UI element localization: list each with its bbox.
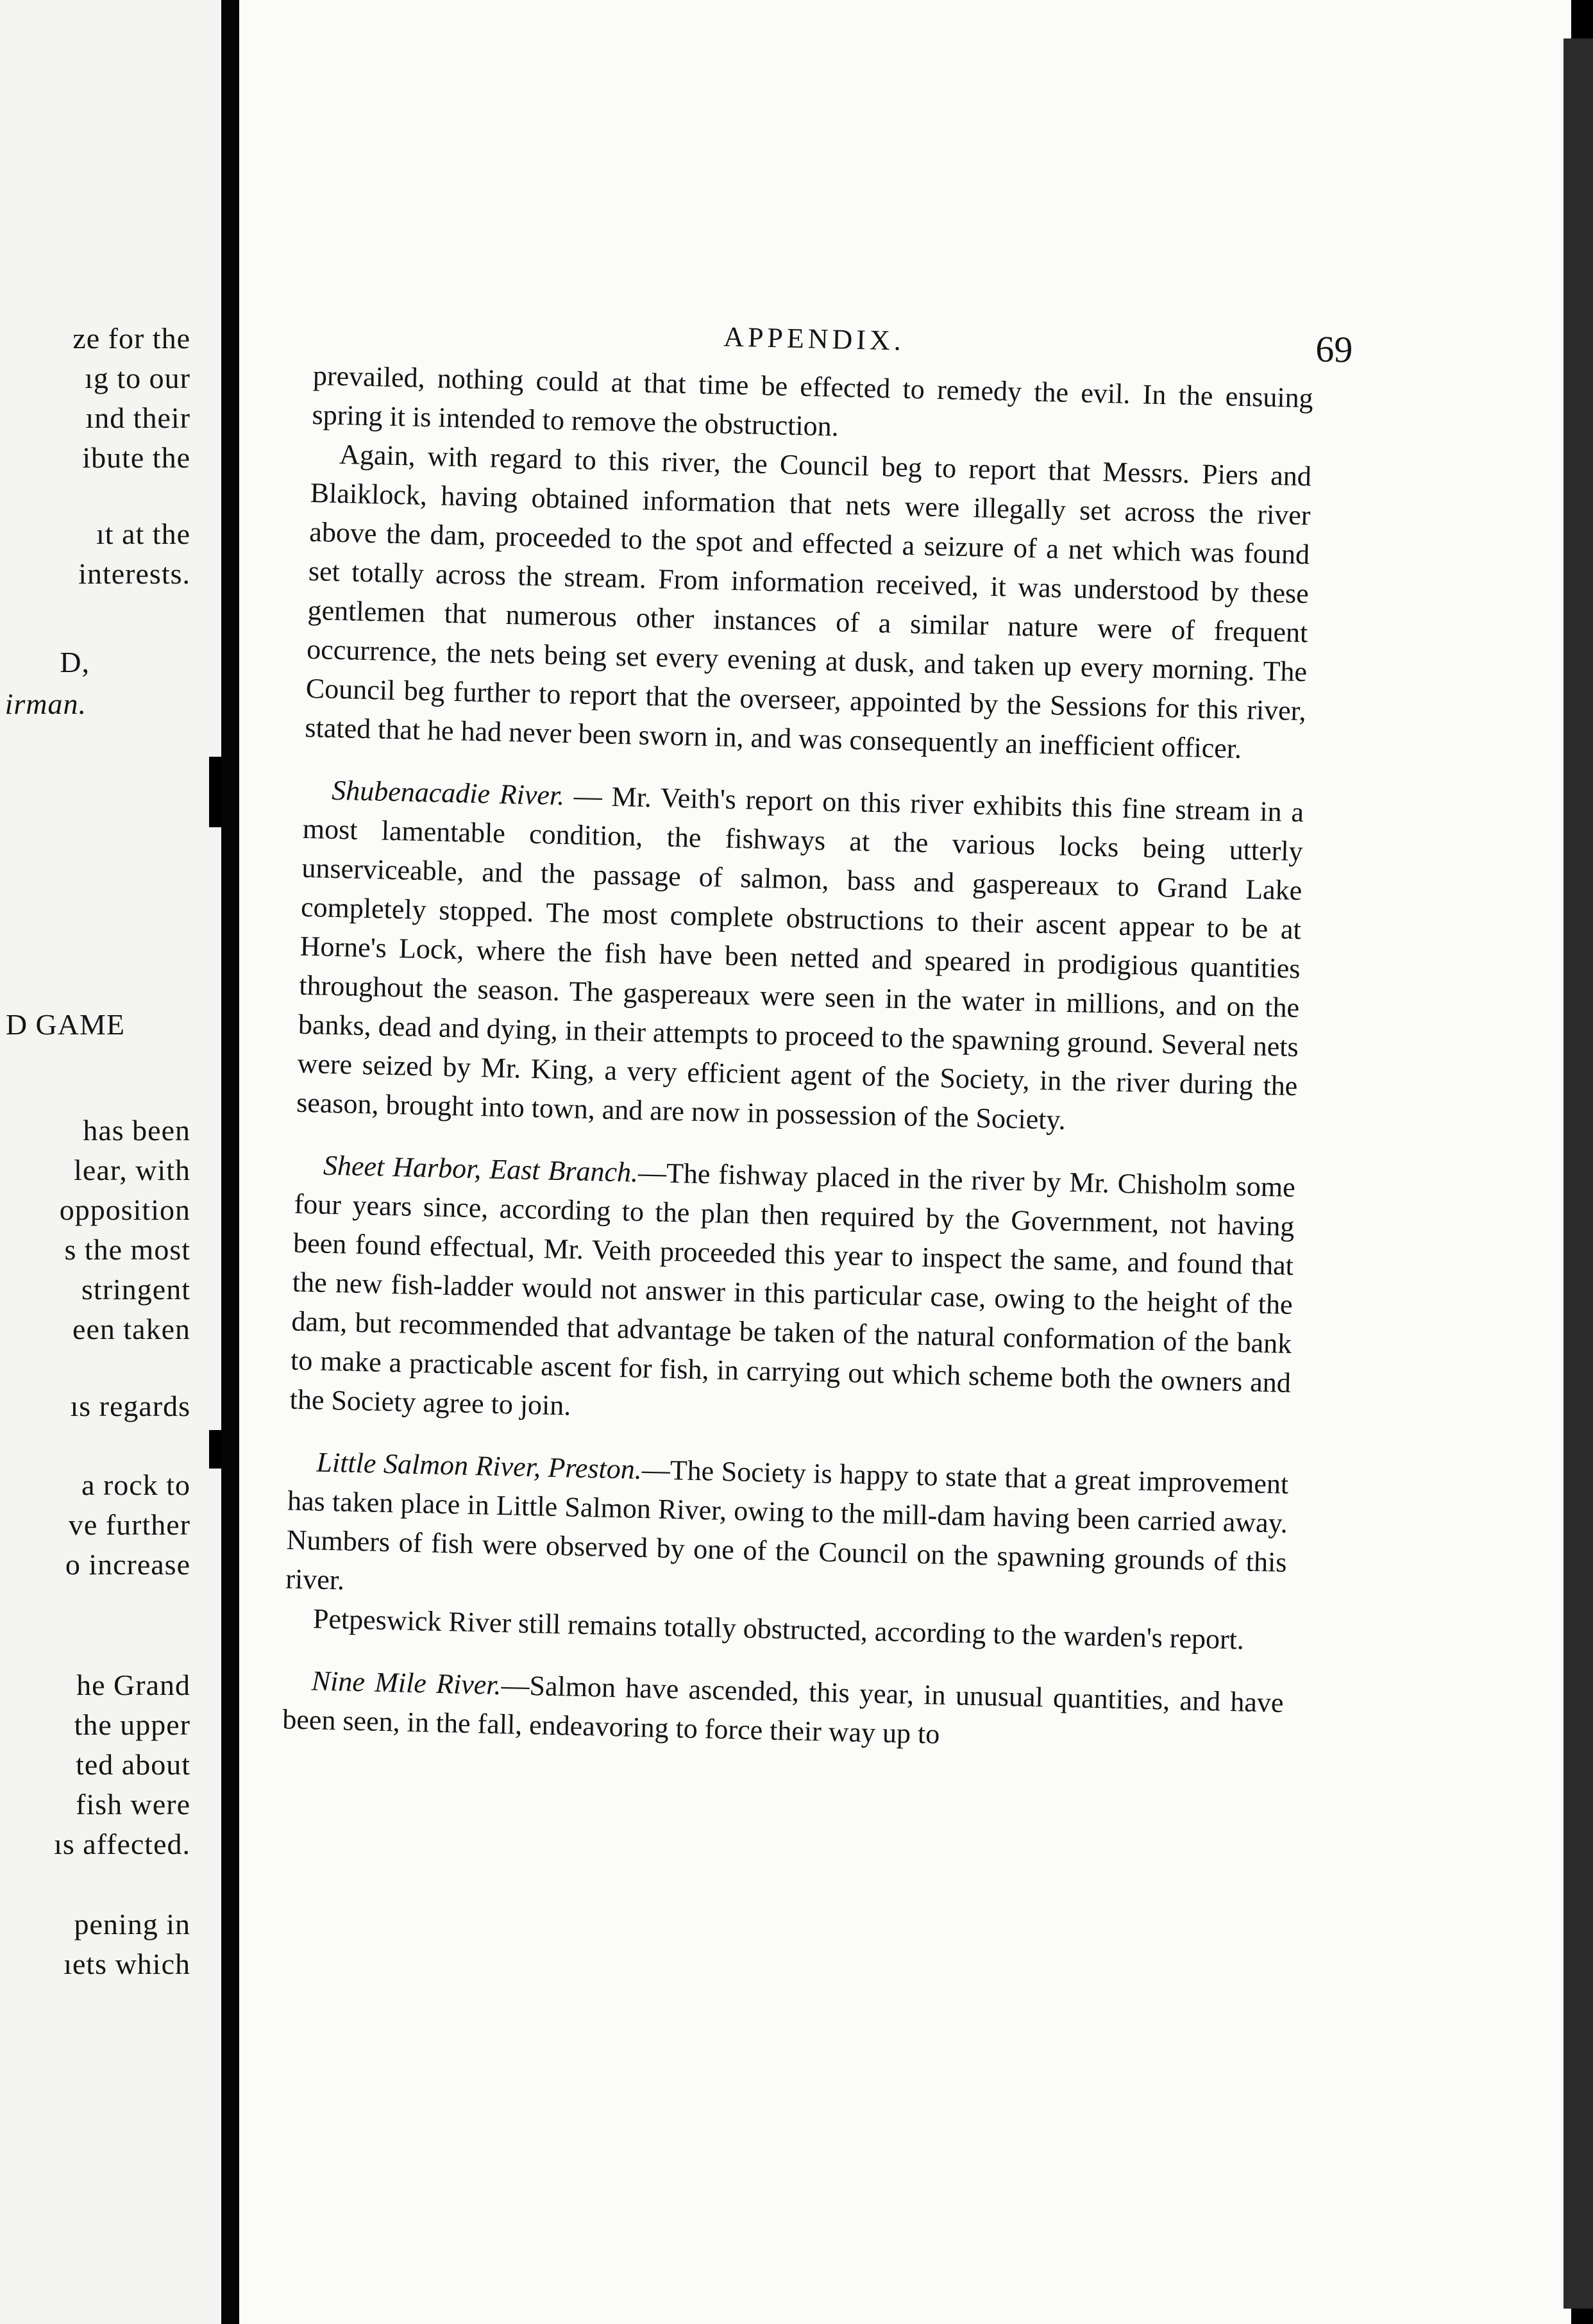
left-page-fragment: ıets which xyxy=(63,1948,190,1980)
page-text-block xyxy=(269,292,1571,2321)
left-page-fragment: the upper xyxy=(74,1708,190,1741)
page-edge-shadow xyxy=(1564,38,1593,2309)
left-page-fragment: opposition xyxy=(59,1193,190,1226)
left-page-fragment: ted about xyxy=(76,1748,190,1781)
paragraph xyxy=(296,770,1304,1145)
left-page-fragment: has been xyxy=(83,1114,190,1147)
binding-notch xyxy=(209,757,221,827)
paragraph-text: Again, with regard to this river, the Council beg to report that Messrs. Piers and Blaiklock, having obtained information that nets were illegally set across the river above the dam, proceeded to the spot and effected a seizure of a net which was found set totally across the stream. From information received, it was understood by these gentlemen that numerous other instances of a similar nature were of frequent occurrence, the nets being set every evening at dusk, and taken up every morning. The Council beg further to report that the overseer, appointed by the Sessions for this river, stated that he had never been sworn in, and was consequently an inefficient officer. xyxy=(305,438,1312,764)
page-body xyxy=(282,356,1314,1762)
paragraph xyxy=(289,1145,1295,1442)
left-page-fragment: ıg to our xyxy=(85,362,190,394)
left-page-fragment: stringent xyxy=(81,1273,190,1306)
left-page-fragment: interests. xyxy=(78,557,190,590)
left-page-fragment: ınd their xyxy=(85,401,190,434)
book-gutter xyxy=(221,0,239,2324)
left-page-fragment: ıt at the xyxy=(96,518,190,550)
paragraph-text: —Salmon have ascended, this year, in unusual quantities, and have been seen, in the fall, endeavoring to force their way up to xyxy=(282,1669,1285,1750)
previous-page-edge xyxy=(0,0,221,2324)
left-page-fragment: o increase xyxy=(65,1548,190,1581)
left-page-fragment: lear, with xyxy=(74,1154,190,1186)
left-page-fragment: he Grand xyxy=(76,1669,190,1701)
left-page-fragment: pening in xyxy=(74,1908,190,1941)
left-page-fragment: ıs regards xyxy=(70,1390,190,1422)
left-page-fragment: ze for the xyxy=(72,322,190,355)
left-page-fragment: irman. xyxy=(4,687,87,720)
section-heading: Nine Mile River. xyxy=(311,1665,502,1701)
left-page-fragment: a rock to xyxy=(81,1469,190,1501)
left-page-fragment: ıs affected. xyxy=(54,1828,190,1860)
paragraph xyxy=(285,1442,1289,1621)
binding-notch xyxy=(209,1430,221,1469)
left-page-fragment: D, xyxy=(60,646,90,678)
section-heading: Shubenacadie River. xyxy=(331,774,565,812)
book-page xyxy=(239,0,1571,2324)
left-page-fragment: ibute the xyxy=(82,441,190,474)
paragraph-text: — Mr. Veith's report on this river exhibits this fine stream in a most lamentable condition, the fishways at the various locks being utterly unserviceable, and the passage of salmon, bass and gaspereaux to Grand Lake completely stopped. The most complete obstructions to their ascent appear to be at Horne's Lock, where the fish have been netted and speared in prodigious quantities throughout the season. The gaspereaux were seen in the water in millions, and on the banks, dead and dying, in their attempts to proceed to the spawning ground. Several nets were seized by Mr. King, a very efficient agent of the Society, in the river during the season, brought into town, and are now in possession of the Society. xyxy=(296,780,1304,1136)
paragraph-text: prevailed, nothing could at that time be effected to remedy the evil. In the ensuing spring it is intended to remove the obstruction. xyxy=(312,359,1314,442)
left-page-fragment: ve further xyxy=(68,1508,190,1541)
left-page-fragment: fish were xyxy=(76,1788,190,1821)
paragraph-text: —The fishway placed in the river by Mr. Chisholm some four years since, according to the plan then required by the Government, not having been found effectual, Mr. Veith proceeded this year to inspect the same, and found that the new fish-ladder would not answer in this particular case, owing to the height of the dam, but recommended that advantage be taken of the natural conformation of the bank to make a practicable ascent for fish, in carrying out which scheme both the owners and the Society agree to join. xyxy=(289,1156,1296,1422)
running-head: APPENDIX. xyxy=(723,321,906,357)
paragraph-text: —The Society is happy to state that a great improvement has taken place in Little Salmon River, owing to the mill-dam having been carried away. Numbers of fish were observed by one of the Council on the spawning grounds of this river. xyxy=(285,1454,1289,1596)
section-heading: Little Salmon River, Preston. xyxy=(316,1446,643,1486)
left-page-fragment: een taken xyxy=(72,1313,190,1345)
paragraph xyxy=(305,434,1312,770)
page-number: 69 xyxy=(1315,328,1354,371)
paragraph-text: Petpeswick River still remains totally obstructed, according to the warden's report. xyxy=(312,1603,1245,1656)
left-page-fragment: s the most xyxy=(64,1233,190,1266)
section-heading: Sheet Harbor, East Branch. xyxy=(323,1149,639,1188)
left-page-fragment: D GAME xyxy=(5,1008,125,1041)
paragraph xyxy=(282,1660,1284,1761)
